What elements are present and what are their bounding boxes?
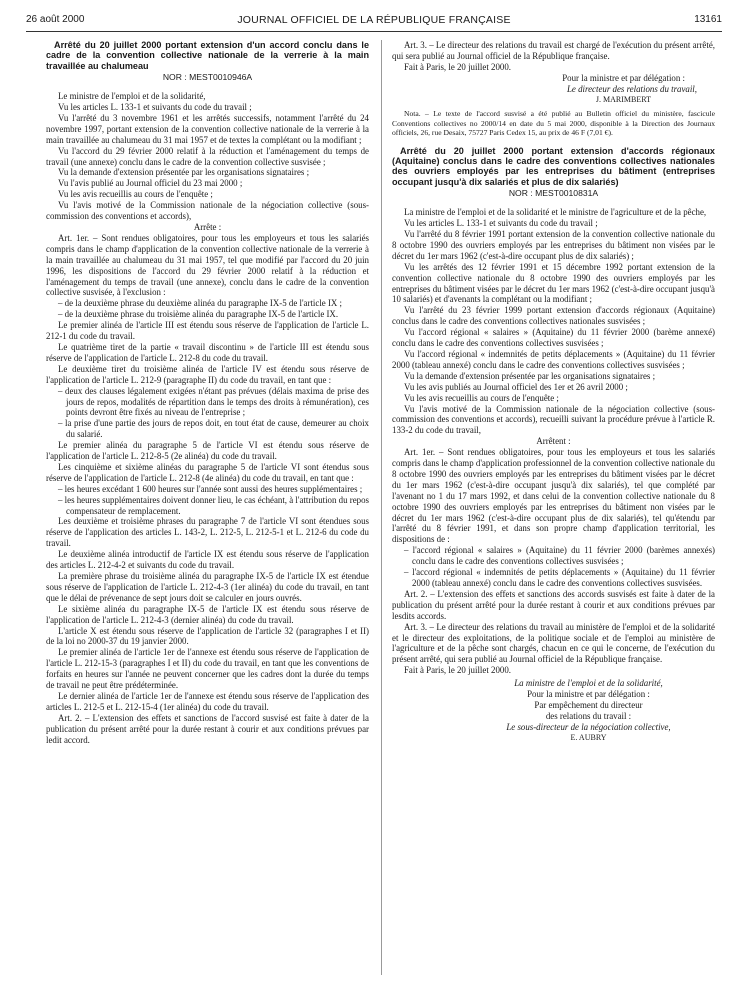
decree-1-paragraph: Le premier alinéa de l'article 1er de l'annexe est étendu sous réserve de l'application de l'article L. 212-15-3 (paragraphes I et II) du code du travail, en tant que les conventions de forfaits en heures sur l'année ne peuvent concerner que les cadres dont la durée du temps de travail ne peut être prédéterminée. xyxy=(46,647,369,691)
decree-2-paragraph: Vu les articles L. 133-1 et suivants du code du travail ; xyxy=(404,218,598,229)
right-column xyxy=(392,40,715,978)
decree-1-paragraph: – de la deuxième phrase du deuxième alinéa du paragraphe IX-5 de l'article IX ; xyxy=(58,298,342,309)
decree-1-paragraph: Le deuxième alinéa introductif de l'article IX est étendu sous réserve de l'application des articles L. 212-4-2 et suivants du code du travail. xyxy=(46,549,369,571)
decree-2-paragraph: – l'accord régional « indemnités de petits déplacements » (Aquitaine) du 11 février 2000 (tableau annexé) conclu dans le cadre des conventions collectives susvisées. xyxy=(404,567,715,588)
decree-1-paragraph: Arrête : xyxy=(193,222,222,232)
article-3-decree-1: Art. 3. – Le directeur des relations du travail est chargé de l'exécution du présent arrêté, qui sera publié au Journal officiel de la République française. xyxy=(392,40,715,61)
nor-reference-1: NOR : MEST0010946A xyxy=(162,72,253,83)
decree-1-paragraph: L'article X est étendu sous réserve de l'application de l'article 32 (paragraphes I et II) de la loi no 2000-37 du 19 janvier 2000. xyxy=(46,625,369,647)
decree-1-paragraph: Les cinquième et sixième alinéas du paragraphe 5 de l'article VI sont étendus sous réserve de l'application de l'article L. 212-8 (4e alinéa) du code du travail, en tant que : xyxy=(46,461,369,483)
decree-1-paragraph: – de la deuxième phrase du troisième alinéa du paragraphe IX-5 de l'article IX. xyxy=(58,309,339,320)
decree-1-paragraph: – la prise d'une partie des jours de repos doit, en tout état de cause, demeurer au choix du salarié. xyxy=(58,418,369,440)
decree-1-paragraph: Vu les articles L. 133-1 et suivants du code du travail ; xyxy=(58,102,252,113)
decree-1-paragraph: Vu l'avis publié au Journal officiel du 23 mai 2000 ; xyxy=(58,178,243,189)
decree-body-2 xyxy=(392,207,715,676)
decree-2-paragraph: Art. 1er. – Sont rendues obligatoires, pour tous les employeurs et tous les salariés compris dans le champ d'application professionnel de la convention collective nationale du 8 octobre 1990 des ouvriers employés par les entreprises du bâtiment visées par le décret du 1er mars 1962 (c'est-à-dire occupant jusqu'à dix salariés), tel que complété par l'avenant no 1 du 17 mars 1992, et dans celui de la convention collective nationale du 8 octobre 1990 des ouvriers employés par les entreprises du bâtiment non visées par le décret du 1er mars 1962 (c'est-à-dire occupant plus de dix salariés), tel qu'étendu par l'arrêté du 8 février 1991, et dans son propre champ d'application territorial, les dispositions de : xyxy=(392,447,715,545)
decree-1-paragraph: Le dernier alinéa de l'article 1er de l'annexe est étendu sous réserve de l'application des articles L. 212-5 et L. 212-15-4 (1er alinéa) du code du travail. xyxy=(46,690,369,712)
signature-line-2c: Par empêchement du directeur xyxy=(534,699,643,710)
decree-1-paragraph: Art. 2. – L'extension des effets et sanctions de l'accord susvisé est faite à dater de la publication du présent arrêté pour la durée restant à courir et aux conditions prévues par ledit accord. xyxy=(46,712,369,745)
header-page-number: 13161 xyxy=(694,14,722,25)
decree-1-paragraph: Le deuxième tiret du troisième alinéa de l'article IV est étendu sous réserve de l'application de l'article L. 212-9 (paragraphe II) du code du travail, en tant que : xyxy=(46,363,369,385)
decree-1-paragraph: Le premier alinéa de l'article III est étendu sous réserve de l'application de l'article L. 212-1 du code du travail. xyxy=(46,320,369,342)
signatory-name-1: J. MARIMBERT xyxy=(595,94,651,104)
decree-2-paragraph: Vu l'arrêté du 23 février 1999 portant extension d'accords régionaux (Aquitaine) conclus dans le cadre des conventions collectives nationales susvisées ; xyxy=(392,305,715,327)
signatory-name-2: E. AUBRY xyxy=(570,732,607,742)
decree-1-paragraph: Le sixième alinéa du paragraphe IX-5 de l'article IX est étendu sous réserve de l'application de l'article L. 212-4-3 (dernier alinéa) du code du travail. xyxy=(46,603,369,625)
decree-2-paragraph: Vu l'avis motivé de la Commission nationale de la négociation collective (sous-commission des conventions et accords), recueilli suivant la procédure prévue à l'article R. 133-2 du code du travail, xyxy=(392,403,715,436)
signature-line-2e: Le sous-directeur de la négociation collective, xyxy=(506,721,671,732)
decree-2-paragraph: Art. 2. – L'extension des effets et sanctions des accords susvisés est faite à dater de la publication du présent arrêté pour la durée restant à courir et aux conditions prévues par lesdits accords. xyxy=(392,588,715,621)
decree-1-paragraph: – deux des clauses légalement exigées n'étant pas prévues (délais maxima de prise des jours de repos, modalités de répartition dans le temps des droits à rémunération), ces points devront être fixés au niveau de l'entreprise ; xyxy=(58,385,369,418)
nor-reference-2: NOR : MEST0010831A xyxy=(508,188,599,199)
signing-place-date-1: Fait à Paris, le 20 juillet 2000. xyxy=(404,61,511,72)
decree-1-paragraph: Vu les avis recueillis au cours de l'enquête ; xyxy=(58,189,213,200)
decree-1-paragraph: – les heures supplémentaires doivent donner lieu, le cas échéant, à l'attribution du repos compensateur de remplacement. xyxy=(58,494,369,516)
decree-1-paragraph: Le ministre de l'emploi et de la solidarité, xyxy=(58,91,206,102)
decree-2-paragraph: La ministre de l'emploi et de la solidarité et le ministre de l'agriculture et de la pêche, xyxy=(404,207,707,218)
signature-line-2b: Pour la ministre et par délégation : xyxy=(527,689,650,700)
signature-line-1b: Le directeur des relations du travail, xyxy=(567,83,697,94)
decree-1-paragraph: Vu l'avis motivé de la Commission nationale de la négociation collective (sous-commission des conventions et accords), xyxy=(46,200,369,222)
signature-line-1a: Pour la ministre et par délégation : xyxy=(562,72,685,83)
nota-note: Nota. – Le texte de l'accord susvisé a été publié au Bulletin officiel du ministère, fascicule Conventions collectives no 2000/14 en date du 5 mai 2000, disponible à la Direction des Journaux officiels, 26, rue Desaix, 75727 Paris Cedex 15, au prix de 46 F (7,01 €). xyxy=(392,109,715,138)
decree-1-paragraph: Vu la demande d'extension présentée par les organisations signataires ; xyxy=(58,167,310,178)
decree-1-paragraph: La première phrase du troisième alinéa du paragraphe IX-5 de l'article IX est étendue sous réserve de l'application de l'article L. 212-4-3 (1er alinéa) du code du travail, en tant que le délai de prévenance de sept jours doit se calculer en jours ouvrés. xyxy=(46,571,369,603)
header-date: 26 août 2000 xyxy=(26,14,85,25)
column-divider xyxy=(381,40,382,975)
decree-title-1: Arrêté du 20 juillet 2000 portant extension d'un accord conclu dans le cadre de la convention collective nationale de la verrerie à la main travaillée au chalumeau xyxy=(46,40,369,71)
decree-2-paragraph: Vu la demande d'extension présentée par les organisations signataires ; xyxy=(404,370,656,381)
decree-1-paragraph: Vu l'arrêté du 3 novembre 1961 et les arrêtés successifs, notamment l'arrêté du 24 novembre 1997, portant extension de la convention collective nationale de la verrerie à la main travaillée au chalumeau du 31 mai 1957 et de textes la complétant ou la modifiant ; xyxy=(46,112,369,145)
decree-2-paragraph: Vu les avis publiés au Journal officiel des 1er et 26 avril 2000 ; xyxy=(404,381,628,392)
decree-2-paragraph: Vu les arrêtés des 12 février 1991 et 15 décembre 1992 portant extension de la convention collective nationale du 8 octobre 1990 des ouvriers employés par les entreprises du bâtiment visées par le décret du 1er mars 1962 (c'est-à-dire occupant jusqu'à 10 salariés) et d'avenants la complétant ou la modifiant ; xyxy=(392,261,715,305)
decree-title-2: Arrêté du 20 juillet 2000 portant extension d'accords régionaux (Aquitaine) conclus dans le cadre des conventions collectives nationales des ouvriers employés par les entreprises du bâtiment (entreprises occupant jusqu'à dix salariés et plus de dix salariés) xyxy=(392,145,715,187)
header-rule xyxy=(26,31,722,32)
decree-1-paragraph: Art. 1er. – Sont rendues obligatoires, pour tous les employeurs et tous les salariés compris dans le champ d'application de la convention collective nationale de la verrerie à la main travaillée au chalumeau du 31 mai 1957, tel que modifié par l'accord du 20 juin 1996, les dispositions de l'accord du 29 février 2000 relatif à la réduction et l'aménagement du temps de travail (une annexe), conclu dans le cadre de la convention collective susvisée, à l'exclusion : xyxy=(46,232,369,298)
decree-2-paragraph: Vu l'accord régional « indemnités de petits déplacements » (Aquitaine) du 11 février 2000 (tableau annexé) conclu dans le cadre des conventions collectives susvisées ; xyxy=(392,348,715,370)
decree-1-paragraph: Vu l'accord du 29 février 2000 relatif à la réduction et l'aménagement du temps de travail (une annexe) conclu dans le cadre de la convention collective susvisée ; xyxy=(46,145,369,167)
left-column xyxy=(46,40,369,978)
signature-block-2 xyxy=(392,676,715,743)
decree-2-paragraph: Arrêtent : xyxy=(536,436,571,447)
decree-1-paragraph: Le premier alinéa du paragraphe 5 de l'article VI est étendu sous réserve de l'application de l'article L. 212-8-5 (2e alinéa) du code du travail. xyxy=(46,440,369,462)
decree-2-paragraph: – l'accord régional « salaires » (Aquitaine) du 11 février 2000 (barèmes annexés) conclu dans le cadre des conventions collectives susvisées ; xyxy=(404,545,715,567)
decree-2-paragraph: Art. 3. – Le directeur des relations du travail au ministère de l'emploi et de la solidarité et le directeur des exploitations, de la politique sociale et de l'emploi au ministère de l'agriculture et de la pêche sont chargés, chacun en ce qui le concerne, de l'exécution du présent arrêté, qui sera publié au Journal officiel de la République française. xyxy=(392,621,715,665)
signature-line-2a: La ministre de l'emploi et de la solidarité, xyxy=(514,678,663,689)
decree-1-paragraph: Le quatrième tiret de la partie « travail discontinu » de l'article III est étendu sous réserve de l'application de l'article L. 212-8 du code du travail. xyxy=(46,341,369,363)
decree-body-1 xyxy=(46,91,369,745)
decree-2-paragraph: Vu l'arrêté du 8 février 1991 portant extension de la convention collective nationale du 8 octobre 1990 des ouvriers employés par les entreprises du bâtiment non visées par le décret du 1er mars 1962 (c'est-à-dire occupant plus de dix salariés) ; xyxy=(392,229,715,261)
decree-1-paragraph: – les heures excédant 1 600 heures sur l'année sont aussi des heures supplémentaires ; xyxy=(58,483,363,494)
decree-1-paragraph: Les deuxième et troisième phrases du paragraphe 7 de l'article VI sont étendues sous réserve de l'application des articles L. 143-2, L. 212-5, L. 212-5-1 et L. 212-6 du code du travail. xyxy=(46,516,369,549)
page-header xyxy=(26,14,722,28)
header-journal-title: JOURNAL OFFICIEL DE LA RÉPUBLIQUE FRANÇAISE xyxy=(237,14,511,26)
decree-2-paragraph: Fait à Paris, le 20 juillet 2000. xyxy=(404,665,511,676)
decree-2-paragraph: Vu l'accord régional « salaires » (Aquitaine) du 11 février 2000 (barème annexé) conclu dans le cadre des conventions collectives susvisées ; xyxy=(392,327,715,349)
signature-line-2d: des relations du travail : xyxy=(545,710,632,721)
decree-2-paragraph: Vu les avis recueillis au cours de l'enquête ; xyxy=(404,392,559,403)
